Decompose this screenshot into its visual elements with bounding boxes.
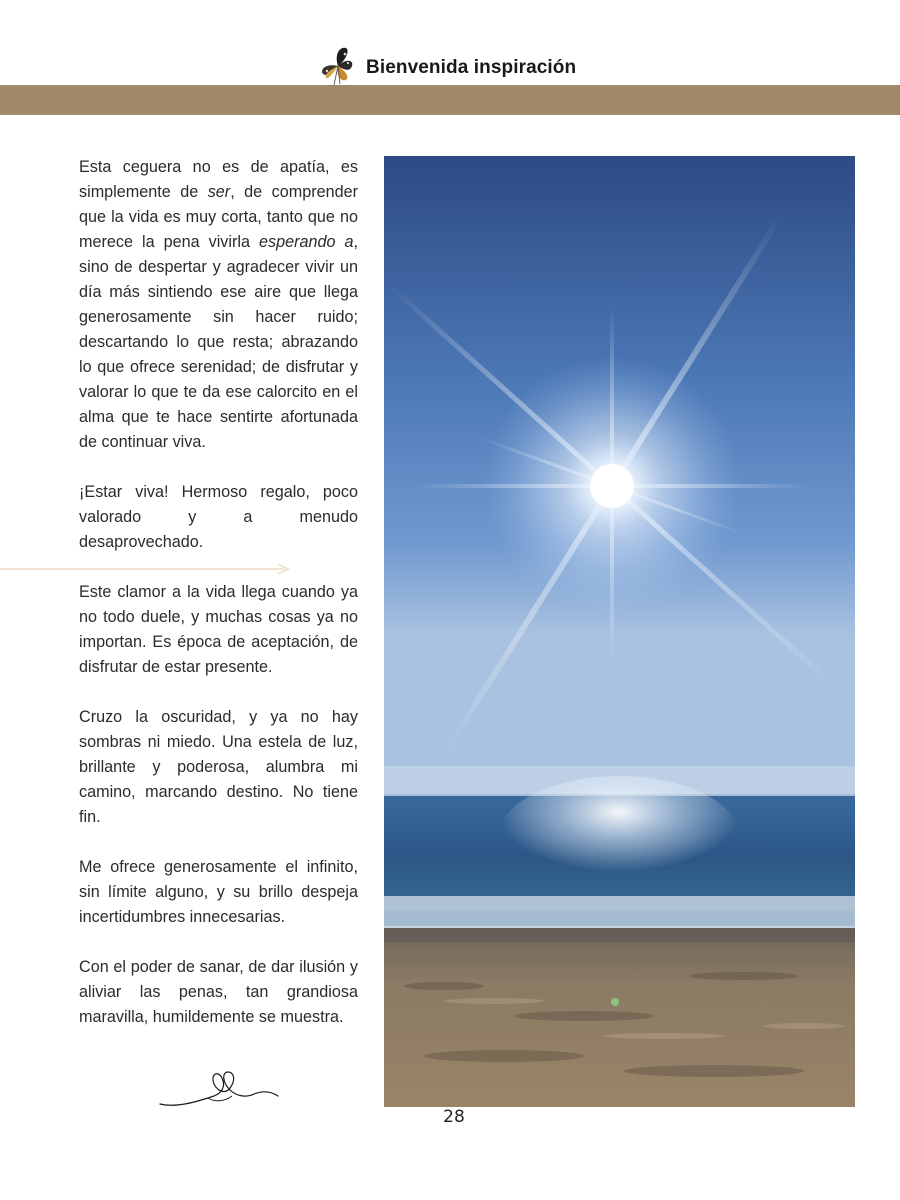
body-paragraph	[79, 580, 358, 680]
body-paragraph	[79, 955, 358, 1030]
body-text	[79, 155, 358, 1055]
paragraph-text: , de comprender que la vida es muy corta, tanto que no merece la pena vivirla	[79, 183, 358, 251]
heart-signature-icon	[156, 1062, 282, 1112]
body-paragraph	[79, 855, 358, 930]
sun-over-sea-photo	[384, 156, 855, 1107]
paragraph-text: Este clamor a la vida llega cuando ya no todo duele, y muchas cosas ya no importan. Es época de aceptación, de disfrutar de estar presente.	[79, 583, 358, 676]
paragraph-text: ¡Estar viva! Hermoso regalo, poco valorado y a menudo desaprovechado.	[79, 483, 358, 551]
header-title: Bienvenida inspiración	[366, 57, 577, 78]
page-number: 28	[443, 1107, 465, 1127]
paragraph-text: Esta ceguera no es de apatía, es simplemente de	[79, 158, 358, 201]
paragraph-text: , sino de despertar y agradecer vivir un día más sintiendo ese aire que llega generosamente sin hacer ruido; descartando lo que resta; abrazando lo que ofrece serenidad; de disfrutar y valorar lo que te da ese calorcito en el alma que te hace sentirte afortunada de continuar viva.	[79, 233, 358, 451]
paragraph-text: Cruzo la oscuridad, y ya no hay sombras ni miedo. Una estela de luz, brillante y poderosa, alumbra mi camino, marcando destino. No tiene fin.	[79, 708, 358, 826]
paragraph-text: Con el poder de sanar, de dar ilusión y aliviar las penas, tan grandiosa maravilla, humildemente se muestra.	[79, 958, 358, 1026]
header-band	[0, 85, 900, 115]
photo-illustration	[384, 156, 855, 1107]
paragraph-text: Me ofrece generosamente el infinito, sin límite alguno, y su brillo despeja incertidumbres innecesarias.	[79, 858, 358, 926]
butterfly-icon	[316, 44, 360, 88]
body-paragraph	[79, 155, 358, 455]
italic-text: esperando a	[258, 233, 354, 251]
arrow-decoration-icon	[0, 562, 292, 576]
page-header	[0, 0, 900, 115]
italic-text: ser	[207, 183, 231, 201]
body-paragraph	[79, 705, 358, 830]
header-title-group	[316, 46, 576, 86]
body-paragraph	[79, 480, 358, 555]
